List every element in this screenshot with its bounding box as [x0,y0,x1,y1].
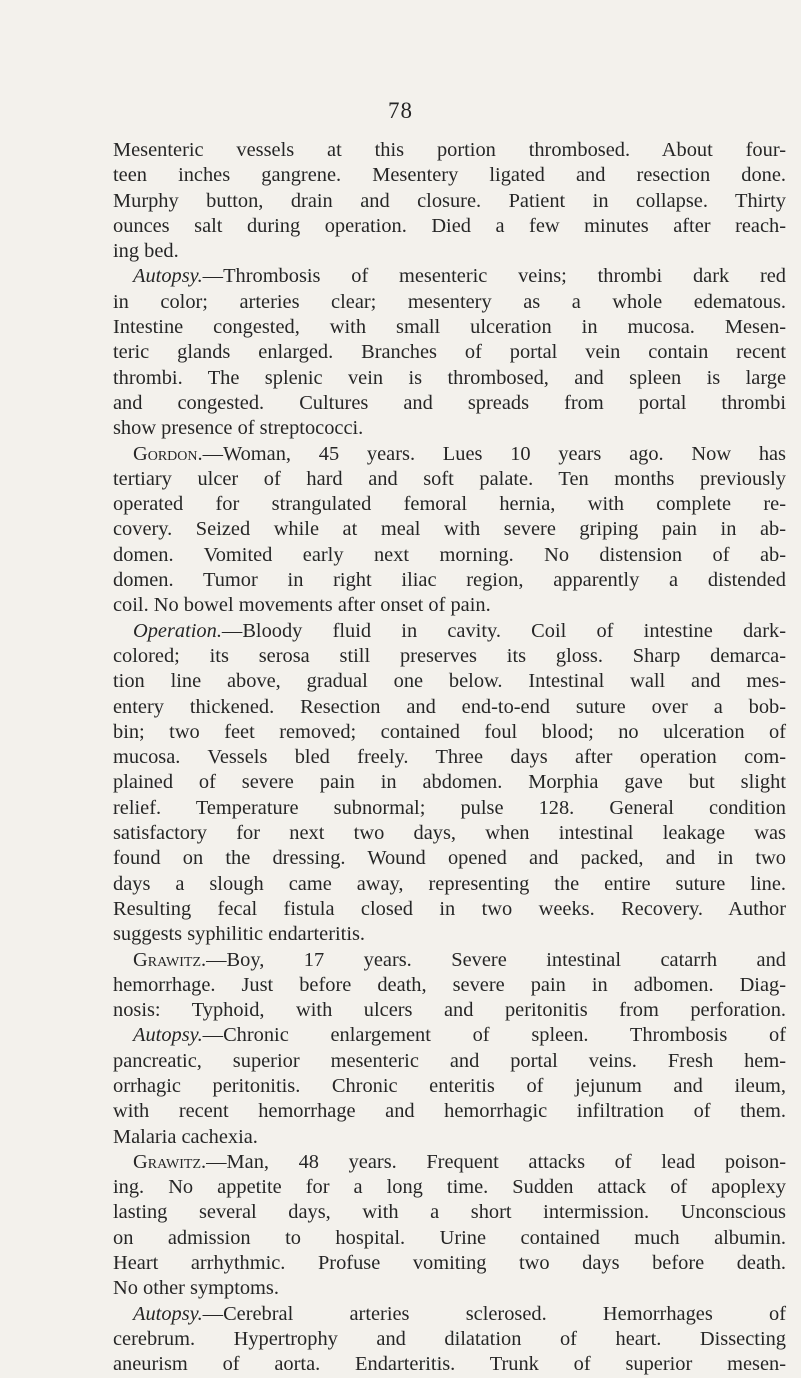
text-line [113,1150,786,1175]
line-text: show presence of streptococci. [113,417,364,440]
body-text [113,138,786,1378]
line-text: Malaria cachexia. [113,1125,258,1148]
text-line [113,770,786,795]
text-line [113,1327,786,1352]
text-line [113,315,786,340]
case-name: Grawitz. [133,948,207,971]
case-name: Grawitz. [133,1150,207,1173]
line-text: —Cerebral arteries sclerosed. Hemorrhages of [202,1302,786,1325]
section-heading: Autopsy. [133,265,203,288]
text-line [113,442,786,467]
line-text: ing bed. [113,240,179,263]
text-line [113,948,786,973]
line-text: Resulting fecal fistula closed in two weeks. Recovery. Author [113,897,786,920]
text-line [113,846,786,871]
text-line [113,720,786,745]
line-text: tertiary ulcer of hard and soft palate. Ten months previously [113,467,786,490]
line-text: ing. No appetite for a long time. Sudden attack of apoplexy [113,1176,786,1199]
line-text: —Thrombosis of mesenteric veins; thrombi dark red [202,265,786,288]
text-line [113,796,786,821]
line-text: and congested. Cultures and spreads from portal thrombi [113,391,786,414]
section-heading: Autopsy. [133,1302,203,1325]
text-line [113,163,786,188]
text-line [113,669,786,694]
text-line [113,138,786,163]
line-text: tion line above, gradual one below. Intestinal wall and mes- [113,670,786,693]
line-text: —Bloody fluid in cavity. Coil of intestine dark- [221,619,786,642]
text-line [113,416,786,441]
text-line [113,897,786,922]
text-line [113,467,786,492]
line-text: mucosa. Vessels bled freely. Three days after operation com- [113,746,786,769]
text-line [113,1023,786,1048]
text-line [113,1352,786,1377]
text-line [113,821,786,846]
line-text: Intestine congested, with small ulceration in mucosa. Mesen- [113,316,786,339]
line-text: domen. Vomited early next morning. No distension of ab- [113,543,786,566]
text-line [113,189,786,214]
line-text: aneurism of aorta. Endarteritis. Trunk of superior mesen- [113,1353,786,1376]
text-line [113,290,786,315]
text-line [113,543,786,568]
text-line [113,619,786,644]
line-text: pancreatic, superior mesenteric and portal veins. Fresh hem- [113,1049,786,1072]
text-line [113,1276,786,1301]
line-text: —Man, 48 years. Frequent attacks of lead poison- [206,1150,786,1173]
text-line [113,593,786,618]
line-text: teen inches gangrene. Mesentery ligated and resection done. [113,164,786,187]
section-heading: Operation. [133,619,222,642]
line-text: Heart arrhythmic. Profuse vomiting two days before death. [113,1252,786,1275]
line-text: entery thickened. Resection and end-to-end suture over a bob- [113,695,786,718]
text-line [113,1200,786,1225]
page-number: 78 [388,98,413,123]
text-line [113,1302,786,1327]
text-line [113,1099,786,1124]
text-line [113,366,786,391]
text-line [113,340,786,365]
line-text: in color; arteries clear; mesentery as a whole edematous. [113,290,786,313]
text-line [113,492,786,517]
line-text: operated for strangulated femoral hernia, with complete re- [113,493,786,516]
line-text: orrhagic peritonitis. Chronic enteritis of jejunum and ileum, [113,1074,786,1097]
line-text: colored; its serosa still preserves its gloss. Sharp demarca- [113,644,786,667]
text-line [113,872,786,897]
text-line [113,998,786,1023]
line-text: covery. Seized while at meal with severe griping pain in ab- [113,518,786,541]
line-text: satisfactory for next two days, when intestinal leakage was [113,822,786,845]
text-line [113,239,786,264]
line-text: coil. No bowel movements after onset of pain. [113,594,491,617]
text-line [113,1049,786,1074]
text-line [113,391,786,416]
line-text: teric glands enlarged. Branches of portal vein contain recent [113,341,786,364]
text-line [113,1074,786,1099]
line-text: on admission to hospital. Urine contained much albumin. [113,1226,786,1249]
text-line [113,973,786,998]
line-text: with recent hemorrhage and hemorrhagic infiltration of them. [113,1100,786,1123]
line-text: plained of severe pain in abdomen. Morphia gave but slight [113,771,786,794]
line-text: —Chronic enlargement of spleen. Thrombosis of [202,1024,786,1047]
line-text: Murphy button, drain and closure. Patient in collapse. Thirty [113,189,786,212]
line-text: nosis: Typhoid, with ulcers and peritonitis from perforation. [113,999,786,1022]
case-name: Gordon. [133,442,203,465]
line-text: found on the dressing. Wound opened and packed, and in two [113,847,786,870]
section-heading: Autopsy. [133,1024,203,1047]
line-text: Mesenteric vessels at this portion thrombosed. About four- [113,139,786,161]
text-line [113,1125,786,1150]
line-text: domen. Tumor in right iliac region, apparently a distended [113,569,786,592]
text-line [113,517,786,542]
line-text: days a slough came away, representing the entire suture line. [113,872,786,895]
text-line [113,644,786,669]
line-text: lasting several days, with a short intermission. Unconscious [113,1201,786,1224]
line-text: —Woman, 45 years. Lues 10 years ago. Now has [202,442,786,465]
text-line [113,1226,786,1251]
line-text: suggests syphilitic endarteritis. [113,923,366,946]
line-text: thrombi. The splenic vein is thrombosed, and spleen is large [113,366,786,389]
line-text: No other symptoms. [113,1277,279,1300]
text-line [113,1175,786,1200]
line-text: bin; two feet removed; contained foul blood; no ulceration of [113,720,786,743]
text-line [113,214,786,239]
line-text: —Boy, 17 years. Severe intestinal catarrh and [206,948,786,971]
text-line [113,1251,786,1276]
text-line [113,745,786,770]
text-line [113,922,786,947]
line-text: hemorrhage. Just before death, severe pain in adbomen. Diag- [113,973,786,996]
text-line [113,695,786,720]
text-line [113,264,786,289]
text-line [113,568,786,593]
line-text: cerebrum. Hypertrophy and dilatation of heart. Dissecting [113,1327,786,1350]
line-text: relief. Temperature subnormal; pulse 128. General condition [113,796,786,819]
line-text: ounces salt during operation. Died a few minutes after reach- [113,214,786,237]
